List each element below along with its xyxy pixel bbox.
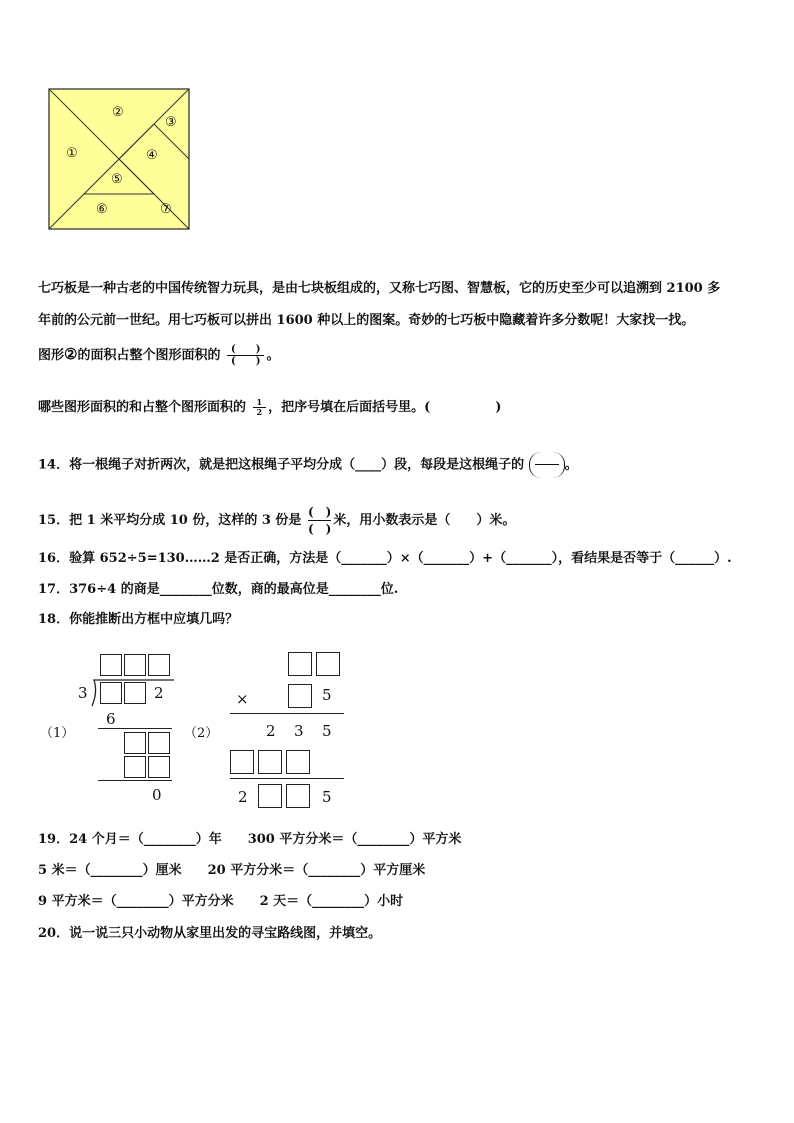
question-20: 20．说一说三只小动物从家里出发的寻宝路线图，并填空。 (38, 926, 382, 941)
first-subtrahend: 6 (106, 710, 116, 728)
divisor: 3 (78, 684, 88, 702)
multiplier-digit: 5 (322, 686, 332, 704)
piece-label-1: ① (66, 146, 78, 161)
piece-label-3: ③ (165, 115, 177, 130)
partial-digit-1: 2 (266, 722, 276, 740)
intro-line-2: 年前的公元前一世纪。用七巧板可以拼出 1600 种以上的图案。奇妙的七巧板中隐藏着许多分数呢！大家找一找。 (38, 313, 695, 328)
question-a: 图形②的面积占整个图形面积的 $\frac{( )}{( )}$ 。 (38, 344, 280, 367)
fraction-blank-15[interactable]: ( ) ( ) (307, 505, 332, 536)
question-19-row2[interactable]: 5 米＝（________）厘米 20 平方分米＝（________）平方厘米 (38, 863, 426, 878)
mul-line-2 (230, 778, 344, 779)
quotient-box-1[interactable] (100, 654, 122, 676)
question-16: 16．验算 652÷5=130……2 是否正确，方法是（_______）×（_______）+（_______），看结果是否等于（______）. (38, 551, 732, 566)
tangram-figure (48, 88, 190, 230)
piece-label-4: ④ (146, 148, 158, 163)
quotient-box-3[interactable] (148, 654, 170, 676)
remainder-box-1[interactable] (124, 732, 146, 754)
question-18: 18．你能推断出方框中应填几吗？ (38, 612, 239, 627)
intro-line-1: 七巧板是一种古老的中国传统智力玩具，是由七块板组成的，又称七巧图、智慧板，它的历史至少可以追溯到 2100 多 (38, 281, 721, 296)
multiplicand-box-2[interactable] (316, 652, 340, 676)
sub-box-1[interactable] (124, 756, 146, 778)
partial-digit-2: 3 (294, 722, 304, 740)
division-line-1 (98, 728, 172, 729)
fraction-blank[interactable] (529, 452, 565, 478)
mul-line-1 (230, 713, 344, 714)
dividend-box-2[interactable] (124, 682, 146, 704)
times-sign: × (236, 690, 249, 708)
sub-box-2[interactable] (148, 756, 170, 778)
question-b-prefix: 哪些图形面积的和占整个图形面积的 (38, 399, 247, 415)
question-19-row3[interactable]: 9 平方米＝（________）平方分米 2 天＝（________）小时 (38, 894, 404, 909)
partial2-box-3[interactable] (286, 750, 310, 774)
quotient-box-2[interactable] (124, 654, 146, 676)
multiplier-box[interactable] (288, 684, 312, 708)
partial2-box-2[interactable] (258, 750, 282, 774)
final-remainder: 0 (152, 786, 162, 804)
question-14: 14．将一根绳子对折两次，就是把这根绳子平均分成（____）段，每段是这根绳子的 。 (38, 452, 578, 478)
result-box-2[interactable] (286, 784, 310, 808)
question-19-row1: 19．24 个月＝（________）年 300 平方分米＝（________）平方米 (38, 832, 462, 847)
half-fraction: $\frac{1}{2}$ (253, 398, 267, 417)
remainder-box-2[interactable] (148, 732, 170, 754)
piece-label-6: ⑥ (96, 202, 108, 217)
partial-digit-3: 5 (322, 722, 332, 740)
question-b (38, 398, 501, 417)
dividend-digit: 2 (154, 684, 164, 702)
long-division (78, 650, 188, 810)
circled-2: ② (64, 345, 78, 363)
part1-label: （1） (40, 726, 75, 741)
question-a-prefix: 图形 (38, 348, 65, 363)
piece-label-7: ⑦ (160, 202, 172, 217)
multiplicand-box-1[interactable] (288, 652, 312, 676)
question-a-middle: 的面积占整个图形面积的 (77, 348, 221, 363)
piece-label-5: ⑤ (111, 172, 123, 187)
multiplication (228, 650, 346, 810)
question-17: 17．376÷4 的商是________位数，商的最高位是________位. (38, 582, 399, 597)
division-line-2 (98, 780, 172, 781)
result-first-digit: 2 (238, 788, 248, 806)
result-last-digit: 5 (322, 788, 332, 806)
question-15: 15．把 1 米平均分成 10 份，这样的 3 份是 ( ) ( ) 米，用小数表示是（ ）米。 (38, 505, 516, 536)
question-b-suffix[interactable]: ，把序号填在后面括号里。( ) (268, 399, 502, 415)
part2-label: （2） (184, 726, 219, 741)
dividend-box-1[interactable] (100, 682, 122, 704)
partial2-box-1[interactable] (230, 750, 254, 774)
result-box-1[interactable] (258, 784, 282, 808)
blank-fraction[interactable]: $\frac{( )}{( )}$ (227, 344, 264, 367)
piece-label-2: ② (112, 105, 124, 120)
